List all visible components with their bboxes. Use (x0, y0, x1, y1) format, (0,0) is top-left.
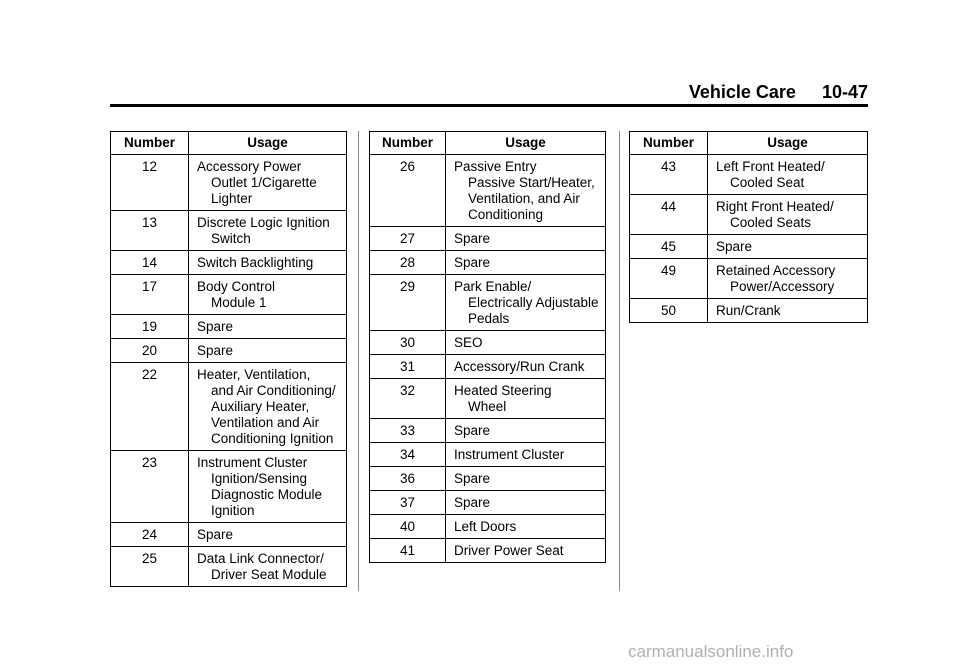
usage-line: Passive Entry (454, 159, 537, 174)
table-row (630, 299, 868, 323)
usage-line: Driver Seat Module (211, 567, 327, 582)
usage-header: Usage (189, 132, 347, 155)
fuse-table-1 (110, 131, 347, 587)
fuse-number: 24 (111, 523, 189, 547)
fuse-usage (708, 235, 868, 259)
fuse-number: 23 (111, 451, 189, 523)
fuse-usage (708, 155, 868, 195)
usage-line: Spare (454, 495, 491, 510)
table-row (370, 419, 606, 443)
usage-line: Lighter (211, 191, 253, 206)
fuse-number: 30 (370, 331, 446, 355)
fuse-usage (189, 155, 347, 211)
fuse-number: 41 (370, 539, 446, 563)
fuse-number: 25 (111, 547, 189, 587)
column-divider-1 (358, 131, 359, 591)
usage-line: Accessory/Run Crank (454, 359, 585, 374)
fuse-usage (189, 523, 347, 547)
fuse-usage (446, 467, 606, 491)
number-header: Number (111, 132, 189, 155)
fuse-usage (446, 155, 606, 227)
fuse-number: 31 (370, 355, 446, 379)
table-row (370, 467, 606, 491)
table-row (111, 315, 347, 339)
fuse-number: 12 (111, 155, 189, 211)
fuse-usage (446, 491, 606, 515)
table-row (111, 275, 347, 315)
table-row (370, 379, 606, 419)
fuse-number: 34 (370, 443, 446, 467)
table-row (370, 155, 606, 227)
fuse-usage (708, 195, 868, 235)
usage-line: Left Front Heated/ (716, 159, 825, 174)
number-header: Number (630, 132, 708, 155)
usage-header: Usage (708, 132, 868, 155)
table-row (111, 211, 347, 251)
usage-line: Left Doors (454, 519, 517, 534)
usage-line: Pedals (468, 311, 510, 326)
fuse-usage (446, 443, 606, 467)
table-row (111, 523, 347, 547)
table-row (370, 515, 606, 539)
watermark: carmanualsonline.info (628, 642, 794, 661)
usage-line: Spare (454, 471, 491, 486)
table-row (111, 547, 347, 587)
fuse-number: 14 (111, 251, 189, 275)
fuse-usage (189, 315, 347, 339)
column-divider-2 (619, 131, 620, 591)
usage-line: Driver Power Seat (454, 543, 564, 558)
usage-line: Run/Crank (716, 303, 781, 318)
usage-line: Right Front Heated/ (716, 199, 834, 214)
usage-line: Park Enable/ (454, 279, 532, 294)
usage-line: Diagnostic Module (211, 487, 323, 502)
fuse-number: 36 (370, 467, 446, 491)
usage-line: Module 1 (211, 295, 267, 310)
fuse-number: 26 (370, 155, 446, 227)
fuse-number: 17 (111, 275, 189, 315)
fuse-number: 29 (370, 275, 446, 331)
table-row (370, 331, 606, 355)
usage-line: Body Control (197, 279, 276, 294)
usage-line: Wheel (468, 399, 507, 414)
usage-line: Switch Backlighting (197, 255, 314, 270)
table-row (111, 363, 347, 451)
table-row (111, 155, 347, 211)
fuse-usage (446, 419, 606, 443)
fuse-number: 22 (111, 363, 189, 451)
usage-line: Ventilation and Air (211, 415, 320, 430)
fuse-number: 40 (370, 515, 446, 539)
fuse-usage (189, 547, 347, 587)
fuse-usage (446, 275, 606, 331)
table-row (370, 275, 606, 331)
fuse-usage (708, 299, 868, 323)
usage-line: Conditioning (468, 207, 544, 222)
fuse-usage (446, 227, 606, 251)
usage-line: Ignition (211, 503, 255, 518)
fuse-usage (446, 379, 606, 419)
usage-line: Heated Steering (454, 383, 552, 398)
table-row (111, 251, 347, 275)
usage-line: Switch (211, 231, 251, 246)
fuse-number: 28 (370, 251, 446, 275)
table-row (370, 491, 606, 515)
usage-header: Usage (446, 132, 606, 155)
table-row (370, 539, 606, 563)
usage-line: Spare (197, 319, 234, 334)
fuse-number: 20 (111, 339, 189, 363)
fuse-table-2 (369, 131, 606, 563)
table-row (370, 443, 606, 467)
table-row (630, 195, 868, 235)
table-row (630, 155, 868, 195)
usage-line: Spare (197, 527, 234, 542)
usage-line: Spare (197, 343, 234, 358)
usage-line: Heater, Ventilation, (197, 367, 311, 382)
usage-line: Electrically Adjustable (468, 295, 599, 310)
fuse-usage (446, 251, 606, 275)
usage-line: Outlet 1/Cigarette (211, 175, 317, 190)
fuse-usage (189, 363, 347, 451)
usage-line: Cooled Seats (730, 215, 812, 230)
fuse-number: 27 (370, 227, 446, 251)
fuse-number: 44 (630, 195, 708, 235)
fuse-usage (446, 539, 606, 563)
usage-line: Ventilation, and Air (468, 191, 580, 206)
fuse-usage (446, 331, 606, 355)
usage-line: Instrument Cluster (197, 455, 308, 470)
usage-line: Instrument Cluster (454, 447, 565, 462)
fuse-number: 32 (370, 379, 446, 419)
usage-line: Spare (716, 239, 753, 254)
fuse-number: 45 (630, 235, 708, 259)
usage-line: Spare (454, 255, 491, 270)
usage-line: and Air Conditioning/ (211, 383, 336, 398)
usage-line: Discrete Logic Ignition (197, 215, 330, 230)
fuse-usage (708, 259, 868, 299)
usage-line: Cooled Seat (730, 175, 805, 190)
usage-line: Spare (454, 231, 491, 246)
fuse-usage (189, 211, 347, 251)
fuse-number: 50 (630, 299, 708, 323)
usage-line: Retained Accessory (716, 263, 836, 278)
page-number: 10-47 (821, 82, 868, 102)
table-row (630, 259, 868, 299)
table-row (370, 355, 606, 379)
usage-line: Data Link Connector/ (197, 551, 324, 566)
usage-line: Passive Start/Heater, (468, 175, 595, 190)
page-header (110, 82, 868, 106)
fuse-number: 37 (370, 491, 446, 515)
section-title: Vehicle Care (688, 82, 796, 102)
header-rule (110, 104, 868, 107)
fuse-usage (189, 339, 347, 363)
usage-line: Accessory Power (197, 159, 302, 174)
usage-line: Spare (454, 423, 491, 438)
fuse-number: 13 (111, 211, 189, 251)
table-row (630, 235, 868, 259)
fuse-usage (189, 451, 347, 523)
usage-line: Conditioning Ignition (211, 431, 334, 446)
table-row (111, 339, 347, 363)
number-header: Number (370, 132, 446, 155)
fuse-number: 49 (630, 259, 708, 299)
fuse-usage (446, 515, 606, 539)
usage-line: SEO (454, 335, 483, 350)
usage-line: Auxiliary Heater, (211, 399, 310, 414)
fuse-table-3 (629, 131, 868, 323)
table-row (370, 227, 606, 251)
table-row (111, 451, 347, 523)
table-row (370, 251, 606, 275)
fuse-usage (446, 355, 606, 379)
usage-line: Ignition/Sensing (211, 471, 308, 486)
usage-line: Power/Accessory (730, 279, 835, 294)
fuse-usage (189, 251, 347, 275)
fuse-usage (189, 275, 347, 315)
fuse-number: 43 (630, 155, 708, 195)
fuse-number: 33 (370, 419, 446, 443)
fuse-number: 19 (111, 315, 189, 339)
